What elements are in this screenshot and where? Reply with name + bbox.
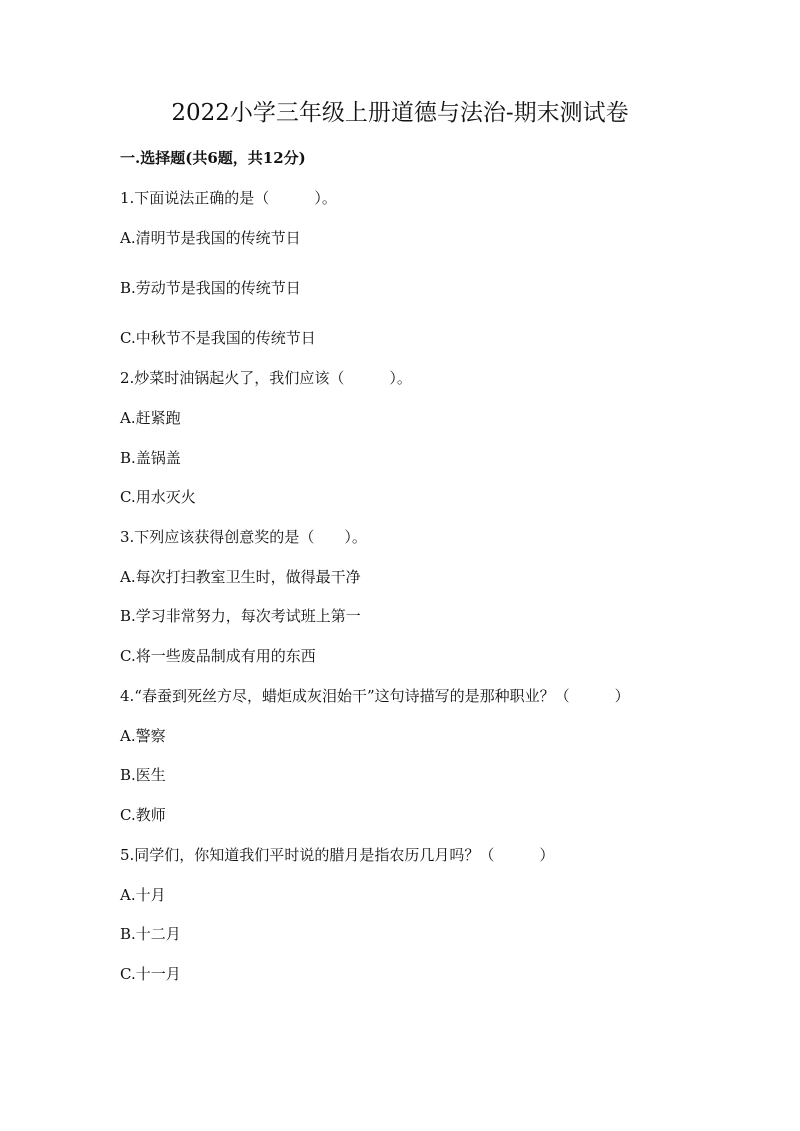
question-option: C.用水灭火: [120, 488, 196, 506]
question-stem: 5.同学们，你知道我们平时说的腊月是指农历几月吗？（ ）: [120, 846, 555, 864]
question-option: C.教师: [120, 806, 166, 824]
question-option: A.十月: [120, 886, 166, 904]
question-option: A.每次打扫教室卫生时，做得最干净: [120, 568, 361, 586]
question-option: B.学习非常努力，每次考试班上第一: [120, 607, 361, 625]
question-option: C.十一月: [120, 965, 181, 983]
question-stem: 1.下面说法正确的是（ ）。: [120, 189, 337, 207]
question-option: A.清明节是我国的传统节日: [120, 229, 301, 247]
page-title: 2022小学三年级上册道德与法治-期末测试卷: [171, 100, 629, 126]
question-option: B.十二月: [120, 925, 181, 943]
question-option: A.警察: [120, 727, 166, 745]
question-stem: 3.下列应该获得创意奖的是（ ）。: [120, 528, 367, 546]
question-stem: 4.“春蚕到死丝方尽，蜡炬成灰泪始干”这句诗描写的是那种职业？（ ）: [120, 687, 630, 705]
question-stem: 2.炒菜时油锅起火了，我们应该（ ）。: [120, 369, 412, 387]
question-option: A.赶紧跑: [120, 409, 181, 427]
question-option: C.中秋节不是我国的传统节日: [120, 329, 316, 347]
section-heading: 一.选择题(共6题，共12分): [120, 149, 306, 167]
question-option: C.将一些废品制成有用的东西: [120, 647, 316, 665]
question-option: B.劳动节是我国的传统节日: [120, 279, 301, 297]
question-option: B.盖锅盖: [120, 449, 181, 467]
question-option: B.医生: [120, 766, 166, 784]
